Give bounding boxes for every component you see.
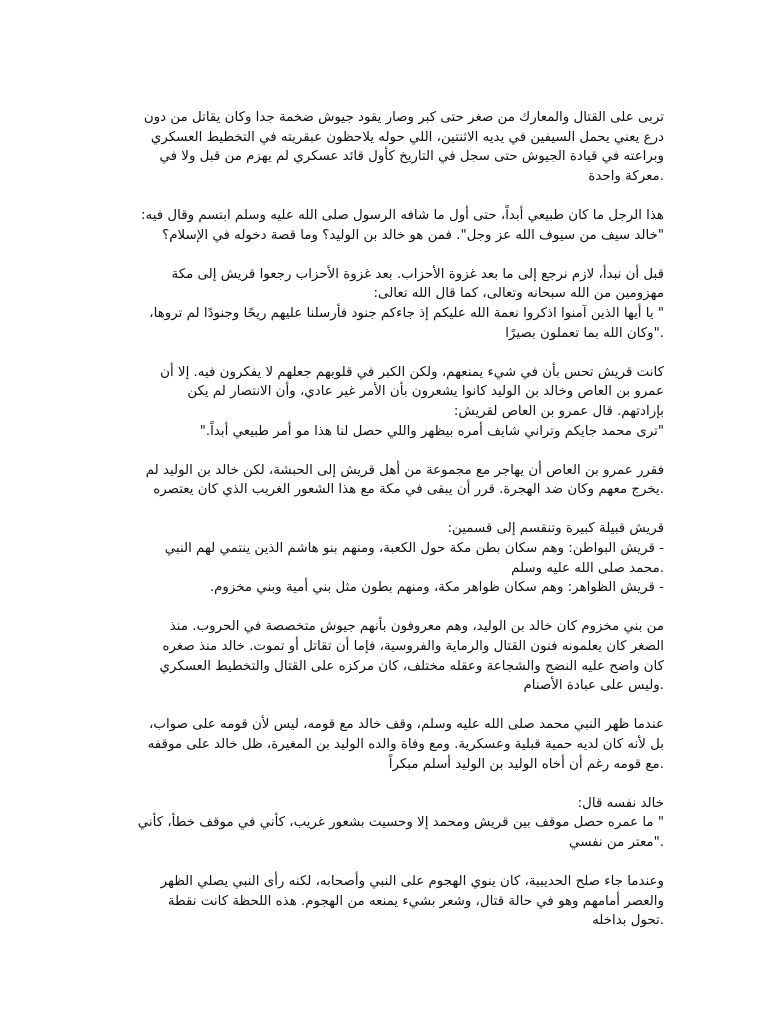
- text-line: " ما عمره حصل موقف بين قريش ومحمد إلا وحسيت بشعور غريب، كأني في موقف خطأ، كأني: [137, 815, 664, 831]
- text-line: الصغر كان يعلمونه فنون القتال والرماية والفروسية، فإما أن تقاتل أو تموت. خالد منذ صغره: [162, 639, 664, 655]
- text-line: بل لأنه كان لديه حمية قبلية وعسكرية. ومع وفاة والده الوليد بن المغيرة، ظل خالد على موقفه: [147, 737, 664, 752]
- text-line: من بني مخزوم كان خالد بن الوليد، وهم معروفون بأنهم جيوش متخصصة في الحروب. منذ: [169, 619, 664, 635]
- text-line: وبراعته في قيادة الجيوش حتى سجل في التاريخ كأول قائد عسكري لم يهزم من قبل ولا في: [159, 149, 664, 165]
- text-line: .تحول بداخله: [592, 913, 664, 929]
- text-line: "خالد سيف من سيوف الله عز وجل". فمن هو خالد بن الوليد؟ وما قصة دخوله في الإسلام؟: [162, 227, 664, 243]
- text-line: .معركة واحدة: [588, 168, 664, 184]
- text-line: .يخرج معهم وكان ضد الهجرة. قرر أن يبقى في مكة مع هذا الشعور الغريب الذي كان يعتصره: [153, 482, 664, 498]
- paragraph-4: [112, 363, 664, 441]
- paragraph-6: [112, 519, 664, 597]
- paragraph-1: [112, 108, 664, 186]
- text-line: عمرو بن العاص وخالد بن الوليد كانوا يشعرون بأن الأمر غير عادي، وأن الانتصار لم يكن: [187, 384, 664, 400]
- paragraph-5: [112, 461, 664, 500]
- paragraph-3: [112, 265, 664, 343]
- text-line: بإرادتهم. قال عمرو بن العاص لقريش:: [453, 403, 664, 419]
- paragraph-8: [112, 715, 664, 774]
- text-line: عندما ظهر النبي محمد صلى الله عليه وسلم، وقف خالد مع قومه، ليس لأن قومه على صواب،: [149, 717, 664, 733]
- text-line: " يا أيها الذين آمنوا اذكروا نعمة الله عليكم إذ جاءكم جنود فأرسلنا عليهم ريحًا وجنودًا لم تروها،: [149, 305, 664, 321]
- text-line: - قريش الظواهر: وهم سكان ظواهر مكة، ومنهم بطون مثل بني أمية وبني مخزوم.: [209, 580, 664, 596]
- text-line: هذا الرجل ما كان طبيعي أبداً، حتى أول ما شافه الرسول صلى الله عليه وسلم ابتسم وقال فيه:: [141, 207, 664, 223]
- text-line: .محمد صلى الله عليه وسلم: [511, 560, 664, 576]
- text-line: "ترى محمد جايكم وتراني شايف أمره بيظهر واللي حصل لنا هذا مو أمر طبيعي أبداً.": [199, 423, 664, 439]
- text-line: مهزومين من الله سبحانه وتعالى، كما قال الله تعالى:: [373, 286, 664, 302]
- text-line: ."معتر من نفسي: [569, 834, 664, 850]
- text-line: قريش قبيلة كبيرة وتنقسم إلى قسمين:: [447, 521, 664, 537]
- text-line: كانت قريش تحس بأن في شيء يمنعهم، ولكن الكبر في قلوبهم جعلهم لا يفكرون فيه. إلا أن: [160, 364, 664, 380]
- text-line: قبل أن نبدأ، لازم نرجع إلى ما بعد غزوة الأحزاب. بعد غزوة الأحزاب رجعوا قريش إلى مكة: [171, 266, 664, 282]
- text-line: - قريش البواطن: وهم سكان بطن مكة حول الكعبة، ومنهم بنو هاشم الذين ينتمي لهم النبي: [164, 541, 664, 557]
- text-line: .وليس على عبادة الأصنام: [523, 678, 664, 694]
- text-line: تربى على القتال والمعارك من صغر حتى كبر وصار يقود جيوش ضخمة جدا وكان يقاتل من دون: [143, 110, 664, 125]
- text-line: فقرر عمرو بن العاص أن يهاجر مع مجموعة من أهل قريش إلى الحبشة، لكن خالد بن الوليد لم: [145, 462, 664, 478]
- article-body: [112, 108, 664, 951]
- text-line: والعصر أمامهم وهو في حالة قتال، وشعر بشيء يمنعه من الهجوم. هذه اللحظة كانت نقطة: [167, 893, 664, 909]
- text-line: كان واضح عليه النضج والشجاعة وعقله مختلف، كان مركزه على القتال والتخطيط العسكري: [159, 658, 664, 674]
- paragraph-10: [112, 872, 664, 931]
- text-line: درع يعني يحمل السيفين في يديه الاثنتين، اللي حوله يلاحظون عبقريته في التخطيط العسكري: [150, 129, 664, 145]
- paragraph-2: [112, 206, 664, 245]
- text-line: ."وكان الله بما تعملون بصيرًا: [505, 325, 664, 341]
- paragraph-7: [112, 617, 664, 695]
- text-line: .مع قومه رغم أن أخاه الوليد بن الوليد أسلم مبكراً: [388, 756, 664, 772]
- text-line: خالد نفسه قال:: [577, 795, 664, 811]
- text-line: وعندما جاء صلح الحديبية، كان ينوي الهجوم على النبي وأصحابه، لكنه رأى النبي يصلي الظهر: [160, 874, 664, 890]
- paragraph-9: [112, 794, 664, 853]
